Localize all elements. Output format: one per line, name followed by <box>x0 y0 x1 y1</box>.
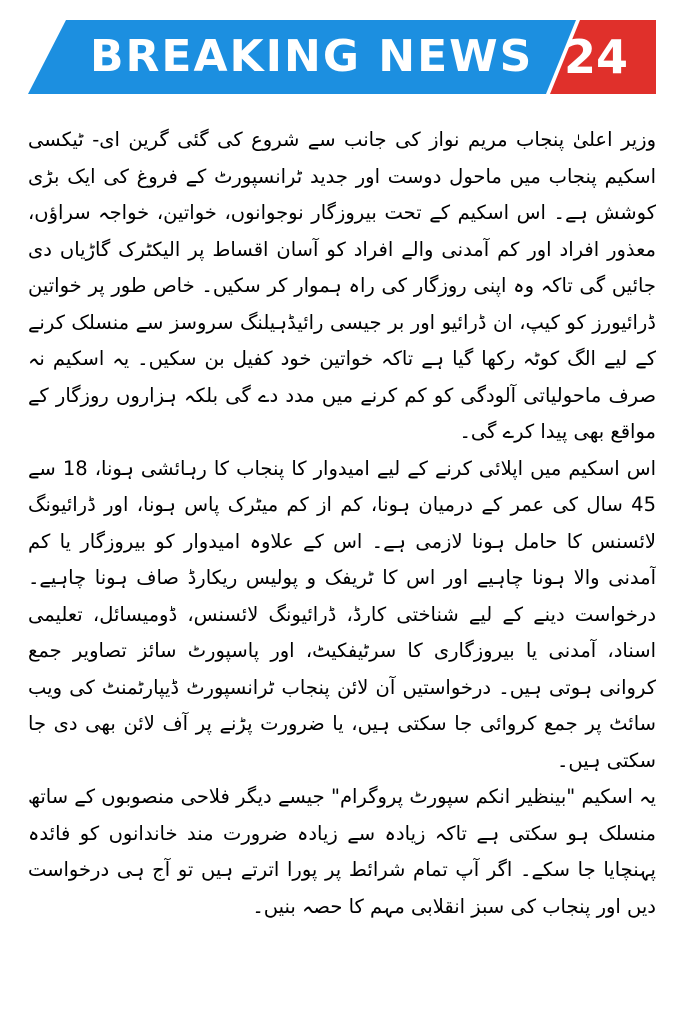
banner-title: BREAKING NEWS <box>90 31 534 82</box>
article-paragraph-3: یہ اسکیم "بینظیر انکم سپورٹ پروگرام" جیسے دیگر فلاحی منصوبوں کے ساتھ منسلک ہو سکتی ہے تاکہ زیادہ سے زیادہ ضرورت مند خاندانوں کو فائدہ پہنچایا جا سکے۔ اگر آپ تمام شرائط پر پورا اترتے ہیں تو آج ہی درخواست دیں اور پنجاب کی سبز انقلابی مہم کا حصہ بنیں۔ <box>28 785 656 918</box>
article-body <box>28 122 656 1002</box>
breaking-news-banner <box>28 20 656 94</box>
banner-number: 24 <box>563 30 628 84</box>
article-paragraph-1: وزیر اعلیٰ پنجاب مریم نواز کی جانب سے شروع کی گئی گرین ای- ٹیکسی اسکیم پنجاب میں ماحول دوست اور جدید ٹرانسپورٹ کے فروغ کی ایک بڑی کوشش ہے۔ اس اسکیم کے تحت بیروزگار نوجوانوں، خواتین، خواجہ سراؤں، معذور افراد اور کم آمدنی والے افراد کو آسان اقساط پر الیکٹرک گاڑیاں دی جائیں گی تاکہ وہ اپنی روزگار کی راہ ہموار کر سکیں۔ خاص طور پر خواتین ڈرائیورز کو کیپ، ان ڈرائیو اور بر جیسی رائیڈہیلنگ سروسز سے منسلک کرنے کے لیے الگ کوٹہ رکھا گیا ہے تاکہ خواتین خود کفیل بن سکیں۔ یہ اسکیم نہ صرف ماحولیاتی آلودگی کو کم کرنے میں مدد دے گی بلکہ ہزاروں روزگار کے مواقع بھی پیدا کرے گی۔ <box>28 128 656 443</box>
article-paragraph-2: اس اسکیم میں اپلائی کرنے کے لیے امیدوار کا پنجاب کا رہائشی ہونا، 18 سے 45 سال کی عمر کے درمیان ہونا، کم از کم میٹرک پاس ہونا، اور ڈرائیونگ لائسنس کا حامل ہونا لازمی ہے۔ اس کے علاوہ امیدوار کو بیروزگار یا کم آمدنی والا ہونا چاہیے اور اس کا ٹریفک و پولیس ریکارڈ صاف ہونا چاہیے۔ درخواست دینے کے لیے شناختی کارڈ، ڈرائیونگ لائسنس، ڈومیسائل، تعلیمی اسناد، آمدنی یا بیروزگاری کا سرٹیفکیٹ، اور پاسپورٹ سائز تصاویر جمع کروانی ہوتی ہیں۔ درخواستیں آن لائن پنجاب ٹرانسپورٹ ڈیپارٹمنٹ کی ویب سائٹ پر جمع کروائی جا سکتی ہیں، یا ضرورت پڑنے پر آف لائن بھی دی جا سکتی ہیں۔ <box>28 456 656 772</box>
